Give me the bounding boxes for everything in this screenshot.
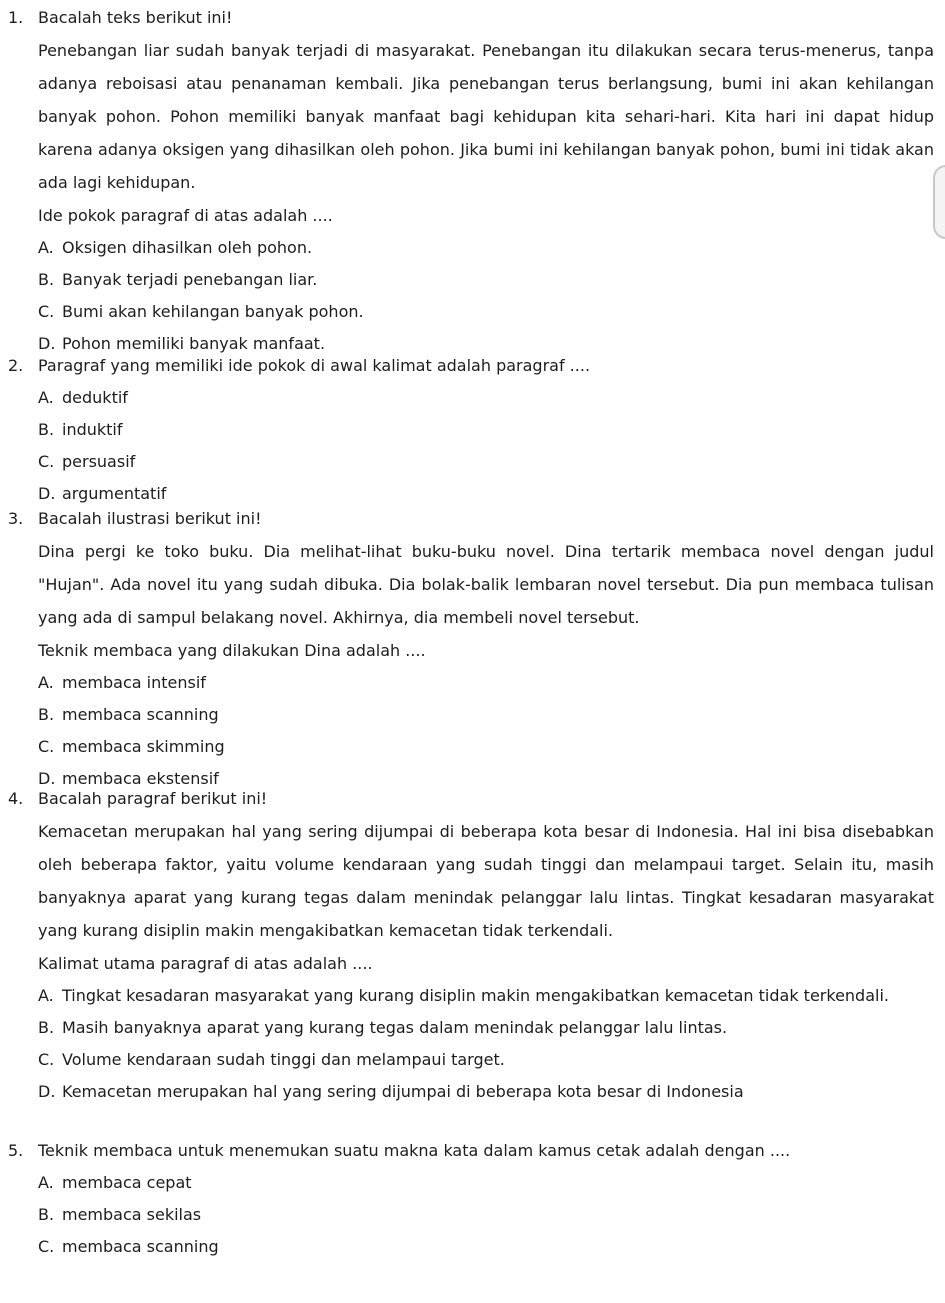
option-a[interactable]	[38, 232, 934, 264]
question-2	[8, 350, 934, 510]
option-text: Volume kendaraan sudah tinggi dan melampaui target.	[62, 1050, 505, 1069]
option-letter: C.	[38, 1050, 55, 1069]
question-prompt: Ide pokok paragraf di atas adalah ....	[38, 206, 333, 225]
option-a[interactable]	[38, 1167, 934, 1199]
option-text: membaca skimming	[62, 737, 225, 756]
option-c[interactable]	[38, 296, 934, 328]
question-prompt: Teknik membaca yang dilakukan Dina adalah ....	[38, 641, 426, 660]
option-text: Banyak terjadi penebangan liar.	[62, 270, 318, 289]
option-c[interactable]	[38, 1231, 934, 1263]
option-text: membaca ekstensif	[62, 769, 219, 788]
option-letter: A.	[38, 238, 54, 257]
option-d[interactable]	[38, 1076, 934, 1108]
option-letter: D.	[38, 484, 56, 503]
question-number: 5.	[8, 1141, 24, 1160]
option-letter: C.	[38, 452, 55, 471]
option-text: persuasif	[62, 452, 136, 471]
option-letter: D.	[38, 1082, 56, 1101]
reading-paragraph: Kemacetan merupakan hal yang sering dijumpai di beberapa kota besar di Indonesia. Hal ini bisa disebabkan oleh beberapa faktor, yaitu volume kendaraan yang sudah tinggi dan melampaui target. Selain itu, masih banyaknya aparat yang kurang tegas dalam menindak pelanggar lalu lintas. Tingkat kesadaran masyarakat yang kurang disiplin makin mengakibatkan kemacetan tidak terkendali.	[38, 822, 934, 940]
question-5	[8, 1135, 934, 1263]
option-text: membaca sekilas	[62, 1205, 202, 1224]
option-b[interactable]	[38, 264, 934, 296]
question-4	[8, 783, 934, 1108]
option-text: deduktif	[62, 388, 128, 407]
option-letter: B.	[38, 1018, 55, 1037]
option-letter: B.	[38, 705, 55, 724]
option-b[interactable]	[38, 1012, 934, 1044]
question-3	[8, 503, 934, 795]
question-instruction: Bacalah teks berikut ini!	[38, 8, 233, 27]
question-number: 2.	[8, 356, 24, 375]
option-a[interactable]	[38, 382, 934, 414]
option-letter: A.	[38, 673, 54, 692]
option-c[interactable]	[38, 731, 934, 763]
option-text: membaca intensif	[62, 673, 206, 692]
reading-paragraph: Penebangan liar sudah banyak terjadi di masyarakat. Penebangan itu dilakukan secara terus-menerus, tanpa adanya reboisasi atau penanaman kembali. Jika penebangan terus berlangsung, bumi ini akan kehilangan banyak pohon. Pohon memiliki banyak manfaat bagi kehidupan kita sehari-hari. Kita hari ini dapat hidup karena adanya oksigen yang dihasilkan oleh pohon. Jika bumi ini kehilangan banyak pohon, bumi ini tidak akan ada lagi kehidupan.	[38, 41, 934, 192]
option-c[interactable]	[38, 446, 934, 478]
option-letter: C.	[38, 302, 55, 321]
option-letter: B.	[38, 1205, 55, 1224]
question-number: 1.	[8, 8, 24, 27]
option-letter: B.	[38, 420, 55, 439]
option-text: induktif	[62, 420, 123, 439]
option-text: membaca cepat	[62, 1173, 192, 1192]
option-letter: C.	[38, 737, 55, 756]
option-text: Oksigen dihasilkan oleh pohon.	[62, 238, 313, 257]
question-instruction: Bacalah ilustrasi berikut ini!	[38, 509, 262, 528]
option-letter: B.	[38, 270, 55, 289]
option-text: membaca scanning	[62, 1237, 219, 1256]
option-text: Kemacetan merupakan hal yang sering dijumpai di beberapa kota besar di Indonesia	[62, 1082, 744, 1101]
option-letter: A.	[38, 1173, 54, 1192]
question-instruction: Bacalah paragraf berikut ini!	[38, 789, 268, 808]
option-letter: D.	[38, 334, 56, 353]
option-a[interactable]	[38, 980, 934, 1012]
page-edge-tab	[933, 165, 945, 239]
option-letter: D.	[38, 769, 56, 788]
option-letter: A.	[38, 388, 54, 407]
question-1	[8, 2, 934, 360]
option-text: argumentatif	[62, 484, 167, 503]
option-c[interactable]	[38, 1044, 934, 1076]
option-letter: C.	[38, 1237, 55, 1256]
option-b[interactable]	[38, 414, 934, 446]
question-prompt: Kalimat utama paragraf di atas adalah ....	[38, 954, 373, 973]
option-a[interactable]	[38, 667, 934, 699]
option-b[interactable]	[38, 699, 934, 731]
question-number: 3.	[8, 509, 24, 528]
option-text: Pohon memiliki banyak manfaat.	[62, 334, 326, 353]
option-b[interactable]	[38, 1199, 934, 1231]
question-instruction: Teknik membaca untuk menemukan suatu makna kata dalam kamus cetak adalah dengan ....	[38, 1141, 791, 1160]
option-letter: A.	[38, 986, 54, 1005]
option-text: Masih banyaknya aparat yang kurang tegas dalam menindak pelanggar lalu lintas.	[62, 1018, 728, 1037]
reading-paragraph: Dina pergi ke toko buku. Dia melihat-lihat buku-buku novel. Dina tertarik membaca novel dengan judul "Hujan". Ada novel itu yang sudah dibuka. Dia bolak-balik lembaran novel tersebut. Dia pun membaca tulisan yang ada di sampul belakang novel. Akhirnya, dia membeli novel tersebut.	[38, 542, 934, 627]
question-number: 4.	[8, 789, 24, 808]
option-text: Tingkat kesadaran masyarakat yang kurang disiplin makin mengakibatkan kemacetan tidak terkendali.	[62, 986, 889, 1005]
question-instruction: Paragraf yang memiliki ide pokok di awal kalimat adalah paragraf ....	[38, 356, 591, 375]
option-text: membaca scanning	[62, 705, 219, 724]
option-text: Bumi akan kehilangan banyak pohon.	[62, 302, 364, 321]
